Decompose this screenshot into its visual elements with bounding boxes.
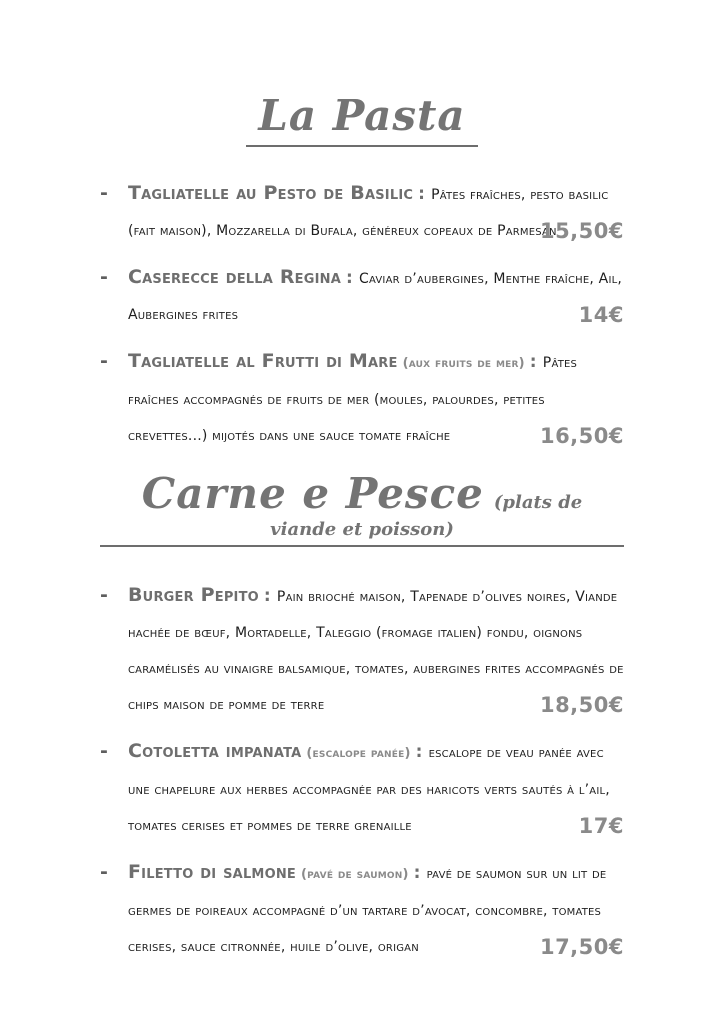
item-name: Cotoletta impanata <box>128 739 302 762</box>
menu-item-burger-pepito <box>100 577 624 723</box>
item-bullet: - <box>100 583 108 606</box>
item-note: (aux fruits de mer) <box>402 356 525 372</box>
item-name: Burger Pepito <box>128 583 259 606</box>
section-heading-carne-e-pesce <box>100 470 624 546</box>
menu-content <box>100 0 624 965</box>
item-name: Tagliatelle au Pesto de Basilic <box>128 182 414 205</box>
item-body <box>128 175 624 249</box>
item-body <box>128 733 624 844</box>
item-description: Pâtes fraîches accompagnés de fruits de mer (moules, palourdes, petites crevettes...) mijotés dans une sauce tomate fraîche <box>128 355 578 445</box>
menu-item-tagliatelle-pesto <box>100 175 624 249</box>
menu-item-caserecce-regina <box>100 259 624 333</box>
heading-underline <box>246 92 477 147</box>
item-bullet: - <box>100 266 108 289</box>
item-price: 17€ <box>578 813 624 838</box>
item-name: Filetto di salmone <box>128 860 296 883</box>
menu-item-filetto-di-salmone <box>100 854 624 965</box>
menu-item-cotoletta-impanata <box>100 733 624 844</box>
section-title: La Pasta <box>258 91 466 140</box>
item-description: Pain brioché maison, Tapenade d’olives noires, Viande hachée de bœuf, Mortadelle, Taleggio (fromage italien) fondu, oignons caramélisés au vinaigre balsamique, tomates, aubergines frites accompagnés de chips maison de pomme de terre <box>128 588 624 713</box>
section-heading-pasta <box>100 92 624 147</box>
item-price: 18,50€ <box>539 692 624 717</box>
item-note: (pavé de saumon) <box>300 866 409 882</box>
item-separator: : <box>413 862 421 883</box>
item-note: (escalope panée) <box>306 745 411 761</box>
item-description: escalope de veau panée avec une chapelure aux herbes accompagnée par des haricots verts sautés à l’ail, tomates cerises et pommes de terre grenaille <box>128 744 610 834</box>
item-description: Pâtes fraîches, pesto basilic (fait maison), Mozzarella di Bufala, généreux copeaux de Parmesan <box>128 187 609 240</box>
item-separator: : <box>263 585 271 606</box>
item-body <box>128 343 624 454</box>
item-body <box>128 259 624 333</box>
item-name: Tagliatelle al Frutti di Mare <box>128 350 398 373</box>
item-description: Caviar d’aubergines, Menthe fraîche, Ail, Aubergines frites <box>128 271 623 324</box>
item-price: 14€ <box>578 303 624 328</box>
menu-item-tagliatelle-frutti-di-mare <box>100 343 624 454</box>
item-bullet: - <box>100 739 108 762</box>
item-price: 17,50€ <box>539 934 624 959</box>
section-title: Carne e Pesce <box>141 469 484 519</box>
item-separator: : <box>346 268 353 289</box>
item-price: 16,50€ <box>539 424 624 449</box>
item-separator: : <box>529 352 537 373</box>
item-bullet: - <box>100 182 108 205</box>
item-body <box>128 854 624 965</box>
item-separator: : <box>418 184 426 205</box>
item-body <box>128 577 624 723</box>
item-bullet: - <box>100 860 108 883</box>
section-subtitle: (plats de viande et poisson) <box>270 492 583 540</box>
item-separator: : <box>415 741 423 762</box>
item-name: Caserecce della Regina <box>128 266 341 289</box>
heading-underline <box>100 470 624 546</box>
item-price: 15,50€ <box>539 219 624 244</box>
item-description: pavé de saumon sur un lit de germes de poireaux accompagné d’un tartare d’avocat, concombre, tomates cerises, sauce citronnée, huile d’olive, origan <box>128 865 607 955</box>
item-bullet: - <box>100 350 108 373</box>
